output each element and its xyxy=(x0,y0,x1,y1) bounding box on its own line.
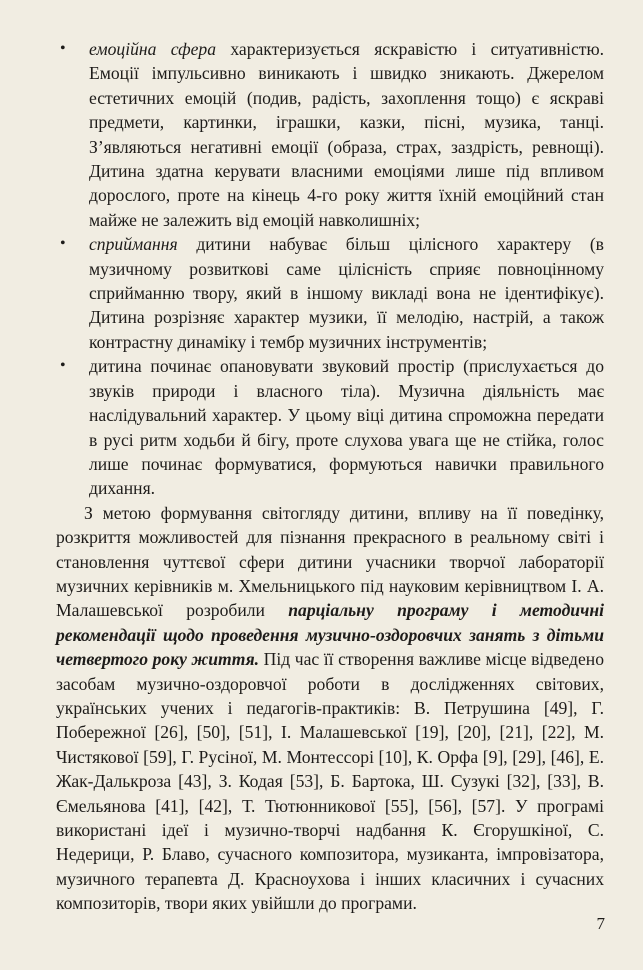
page-text xyxy=(56,37,604,916)
bullet-item-emotions xyxy=(56,37,604,232)
bullet-marker: • xyxy=(60,357,66,375)
bullet-marker: • xyxy=(60,235,66,253)
bullet-list xyxy=(56,37,604,501)
paragraph-intro: З метою формування світогляду дитини, впливу на її поведінку, розкриття можливостей для пізнання прекрасного в реальному світі і становлення чуттєвої сфери дитини учасники творчої лабораторії музичних керівників м. Хмельницького під науковим керівництвом І. А. Малашевської розробили xyxy=(56,502,604,621)
bullet-item-perception xyxy=(56,232,604,354)
bullet-item-sound-space xyxy=(56,354,604,500)
body-paragraph xyxy=(56,501,604,916)
bullet-marker: • xyxy=(60,40,66,57)
bullet-text: дитина починає опановувати звуковий простір (прислухається до звуків природи і власного тіла). Музична діяльність має наслідувальний характер. У цьому віці дитина спроможна передати в русі ритм ходьби й бігу, проте слухова увага ще не стійка, голос лише починає формуватися, формуються навички правильного дихання. xyxy=(89,356,604,499)
bullet-lead-term: сприймання xyxy=(89,234,178,255)
paragraph-rest: Під час її створення важливе місце відведено засобам музично-оздоровчої роботи в дослідженнях світових, українських учених і педагогів-практиків: В. Петрушина [49], Г. Побережної [26], [50], [51], І. Малашевської [19], [20], [21], [22], М. Чистякової [59], Г. Русіної, М. Монтессорі [10], К. Орфа [9], [29], [46], Е. Жак-Далькроза [43], З. Кодая [53], Б. Бартока, Ш. Сузукі [32], [33], В. Ємельянова [41], [42], Т. Тютюнникової [55], [56], [57]. У програмі використані ідеї і музично-творчі надбання К. Єгорушкіної, С. Недерици, Р. Блаво, сучасного композитора, музиканта, імпровізатора, музичного терапевта Д. Красноухова і інших класичних і сучасних композиторів, твори яких увійшли до програми. xyxy=(56,649,604,914)
page-number: 7 xyxy=(596,914,605,933)
bullet-lead-term: емоційна сфера xyxy=(89,39,216,59)
paragraph-emphasis: парціальну програму і методичні рекомендації щодо проведення музично-оздоровчих занять з дітьми четвертого року життя. xyxy=(56,600,604,670)
bullet-text: дитини набуває більш цілісного характеру (в музичному розвиткові саме цілісність сприяє повноцінному сприйманню твору, який в іншому викладі вона не ідентифікує). Дитина розрізняє характер музики, її мелодію, настрій, а також контрастну динаміку і тембр музичних інструментів; xyxy=(89,234,604,352)
bullet-text: характеризується яскравістю і ситуативністю. Емоції імпульсивно виникають і швидко зникають. Джерелом естетичних емоцій (подив, радість, захоплення тощо) є яскраві предмети, картинки, іграшки, казки, пісні, музика, танці. З’являються негативні емоції (образа, страх, заздрість, ревнощі). Дитина здатна керувати власними емоціями лише під впливом дорослого, проте на кінець 4-го року життя їхній емоційний стан майже не залежить від емоцій навколишніх; xyxy=(89,39,604,230)
